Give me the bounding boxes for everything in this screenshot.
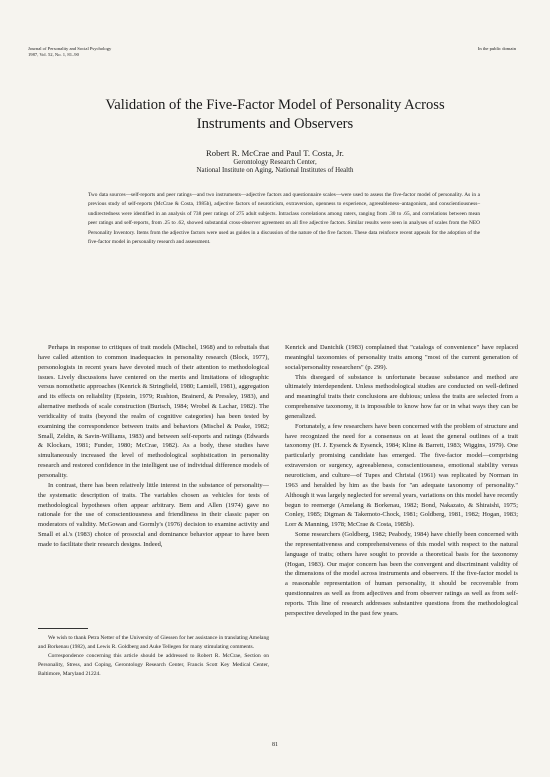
paragraph: Fortunately, a few researchers have been concerned with the problem of structure and have recognized the need for a consensus on at least the general outlines of a trait taxonomy (H. J. Eysenck & Eysenck, 1984; Kline & Barrett, 1983; Wiggins, 1979). One particularly promising candidate has emerged. The five-factor model—comprising extraversion or surgency, agreeableness, conscientiousness, emotional stability versus neuroticism, and culture—of Tupes and Christal (1961) was replicated by Norman in 1963 and heralded by him as the basis for "an adequate taxonomy of personality." Although it was largely neglected for several years, variations on this model have recently begun to reemerge (Amelang & Borkenau, 1982; Bond, Nakazato, & Shiraishi, 1975; Conley, 1985; Digman & Takemoto-Chock, 1981; Goldberg, 1981, 1982; Hogan, 1983; Lorr & Manning, 1978; McCrae & Costa, 1985b). <box>285 422 518 529</box>
body-column-right <box>285 343 518 619</box>
footnote-divider <box>38 628 88 629</box>
affiliation-line-2: National Institute on Aging, National Institutes of Health <box>196 167 354 175</box>
paragraph: This disregard of substance is unfortunate because substance and method are ultimately interdependent. Unless methodological studies are conducted on well-defined and meaningful traits their conclusions are dubious; unless the traits are selected from a comprehensive taxonomy, it is impossible to know how far or in what ways they can be generalized. <box>285 373 518 420</box>
body-column-left <box>38 343 269 550</box>
correspondence-note: Correspondence concerning this article should be addressed to Robert R. McCrae, Section on Personality, Stress, and Coping, Gerontology Research Center, Francis Scott Key Medical Center, Baltimore, Maryland 21224. <box>38 652 269 677</box>
journal-citation <box>28 46 111 57</box>
title-line-1: Validation of the Five-Factor Model of Personality Across <box>105 97 445 113</box>
public-domain-note: In the public domain <box>477 46 516 51</box>
authors: Robert R. McCrae and Paul T. Costa, Jr. <box>206 148 344 158</box>
article-title <box>0 96 550 133</box>
journal-volume: 1987, Vol. 52, No. 1, 81–90 <box>28 51 79 57</box>
paragraph: In contrast, there has been relatively little interest in the substance of personality—the systematic description of traits. The variables chosen as vehicles for tests of methodological hypotheses often appear arbitrary. Bem and Allen (1974) gave no rationale for the use of conscientiousness and friendliness in their classic paper on moderators of validity. McGowan and Gormly's (1976) decision to examine activity and Small et al.'s (1983) choice of prosocial and dominance behavior appear to have been made to facilitate their research designs. Indeed, <box>38 481 269 548</box>
journal-name: Journal of Personality and Social Psychology <box>28 46 112 51</box>
paragraph: Perhaps in response to critiques of trait models (Mischel, 1968) and to rebuttals that have called attention to common inadequacies in personality research (Block, 1977), personologists in recent years have devoted much of their attention to methodological issues. Lively discussions have centered on the merits and limitations of idiographic versus nomothetic approaches (Kenrick & Stringfield, 1980; Lamiell, 1981), aggregation and its effects on reliability (Epstein, 1979; Rushton, Brainerd, & Pressley, 1983), and alternative methods of scale construction (Burisch, 1984; Wrobel & Lachar, 1982). The veridicality of traits (beyond the realm of cognitive categories) has been tested by examining the correspondence between traits and behaviors (Mischel & Peake, 1982; Small, Zeldin, & Savin-Williams, 1983) and between self-reports and ratings (Edwards & Klockars, 1981; Funder, 1980; McCrae, 1982). As a body, these studies have simultaneously increased the level of methodological sophistication in personality research and restored confidence in the intelligent use of individual difference models of personality. <box>38 344 269 479</box>
page-number: 81 <box>272 742 278 748</box>
footnotes <box>38 634 269 679</box>
paragraph: Kenrick and Dantchik (1983) complained that "catalogs of convenience" have replaced meaningful taxonomies of personality traits among "most of the current generation of social/personality researchers" (p. 299). <box>285 344 518 371</box>
title-line-2: Instruments and Observers <box>196 115 354 132</box>
affiliation <box>0 159 550 175</box>
affiliation-line-1: Gerontology Research Center, <box>233 159 317 166</box>
paragraph: Some researchers (Goldberg, 1982; Peabody, 1984) have chiefly been concerned with the representativeness and comprehensiveness of this model with respect to the natural language of traits; others have sought to provide a theoretical basis for the taxonomy (Hogan, 1983). Our major concern has been the convergent and discriminant validity of the dimensions of the model across instruments and observers. If the five-factor model is a reasonable representation of human personality, it should be recoverable from questionnaires as well as from adjectives and from observer ratings as well as from self-reports. This line of research addresses substantive questions from the methodological perspective developed in the past few years. <box>285 531 518 617</box>
acknowledgment-note: We wish to thank Petra Netter of the University of Giessen for her assistance in translating Amelang and Borkenau (1982), and Lewis R. Goldberg and Auke Tellegen for many stimulating comments. <box>38 635 269 650</box>
abstract: Two data sources—self-reports and peer ratings—and two instruments—adjective factors and questionnaire scales—were used to assess the five-factor model of personality. As in a previous study of self-reports (McCrae & Costa, 1985b), adjective factors of neuroticism, extraversion, openness to experience, agreeableness–antagonism, and conscientiousness–undirectedness were identified in an analysis of 738 peer ratings of 275 adult subjects. Intraclass correlations among raters, ranging from .30 to .65, and correlations between mean peer ratings and self-reports, from .25 to .62, showed substantial cross-observer agreement on all five adjective factors. Similar results were seen in analyses of scales from the NEO Personality Inventory. Items from the adjective factors were used as guides in a discussion of the nature of the five factors. These data reinforce recent appeals for the adoption of the five-factor model in personality research and assessment. <box>88 192 480 246</box>
